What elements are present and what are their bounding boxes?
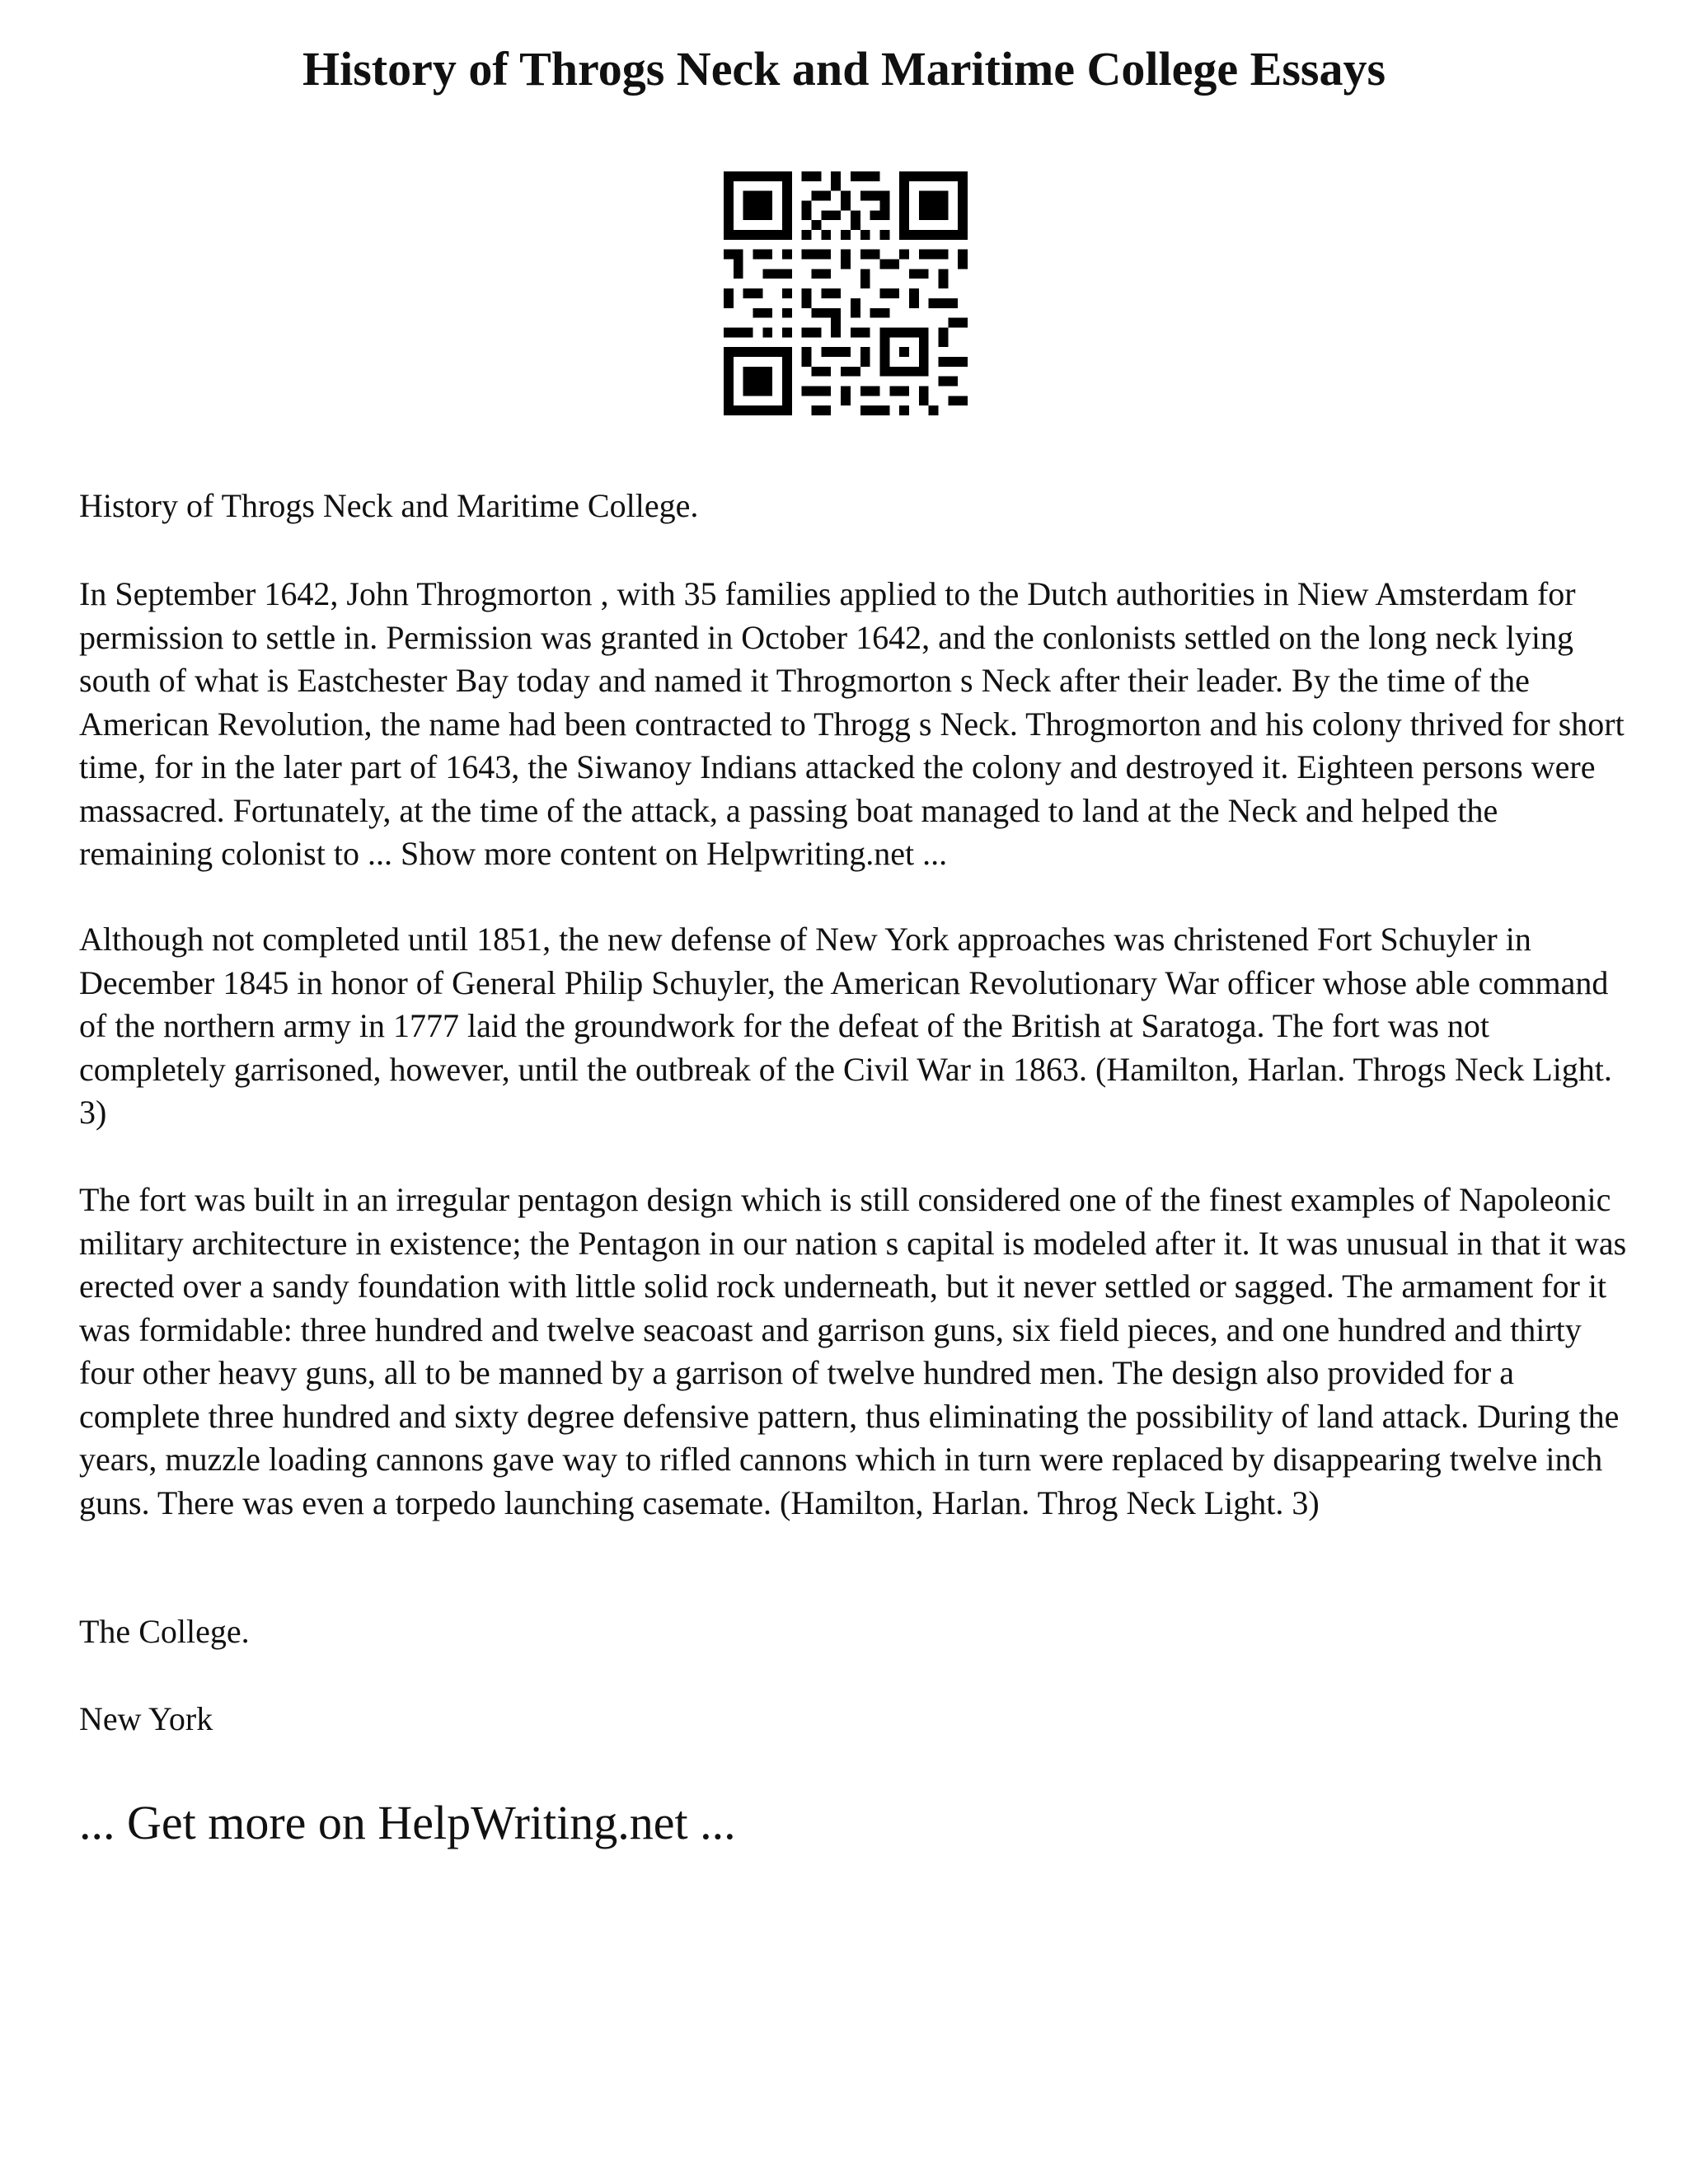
intro-paragraph: History of Throgs Neck and Maritime College. xyxy=(79,487,699,524)
paragraph-college-heading: The College. xyxy=(79,1613,250,1650)
qr-code-icon xyxy=(724,171,968,415)
get-more-link[interactable]: ... Get more on HelpWriting.net ... xyxy=(79,1796,736,1849)
paragraph-fort-design: The fort was built in an irregular pentagon design which is still considered one of the finest examples of Napoleonic military architecture in existence; the Pentagon in our nation s capital is modeled after it. It was unusual in that it was erected over a sandy foundation with little solid rock underneath, but it never settled or sagged. The armament for it was formidable: three hundred and twelve seacoast and garrison guns, six field pieces, and one hundred and thirty four other heavy guns, all to be manned by a garrison of twelve hundred men. The design also provided for a complete three hundred and sixty degree defensive pattern, thus eliminating the possibility of land attack. During the years, muzzle loading cannons gave way to rifled cannons which in turn were replaced by disappearing twelve inch guns. There was even a torpedo launching casemate. (Hamilton, Harlan. Throg Neck Light. 3) xyxy=(79,1181,1627,1521)
paragraph-settlement: In September 1642, John Throgmorton , with 35 families applied to the Dutch authorities in Niew Amsterdam for permission to settle in. Permission was granted in October 1642, and the conlonists settled on the long neck lying south of what is Eastchester Bay today and named it Throgmorton s Neck after their leader. By the time of the American Revolution, the name had been contracted to Throgg s Neck. Throgmorton and his colony thrived for short time, for in the later part of 1643, the Siwanoy Indians attacked the colony and destroyed it. Eighteen persons were massacred. Fortunately, at the time of the attack, a passing boat managed to land at the Neck and helped the remaining colonist to ... Show more content on Helpwriting.net ... xyxy=(79,575,1625,872)
paragraph-new-york: New York xyxy=(79,1700,213,1737)
paragraph-fort-schuyler: Although not completed until 1851, the new defense of New York approaches was christened Fort Schuyler in December 1845 in honor of General Philip Schuyler, the American Revolutionary War officer whose able command of the northern army in 1777 laid the groundwork for the defeat of the British at Saratoga. The fort was not completely garrisoned, however, until the outbreak of the Civil War in 1863. (Hamilton, Harlan. Throgs Neck Light. 3) xyxy=(79,921,1612,1131)
document-title: History of Throgs Neck and Maritime College Essays xyxy=(302,42,1386,96)
